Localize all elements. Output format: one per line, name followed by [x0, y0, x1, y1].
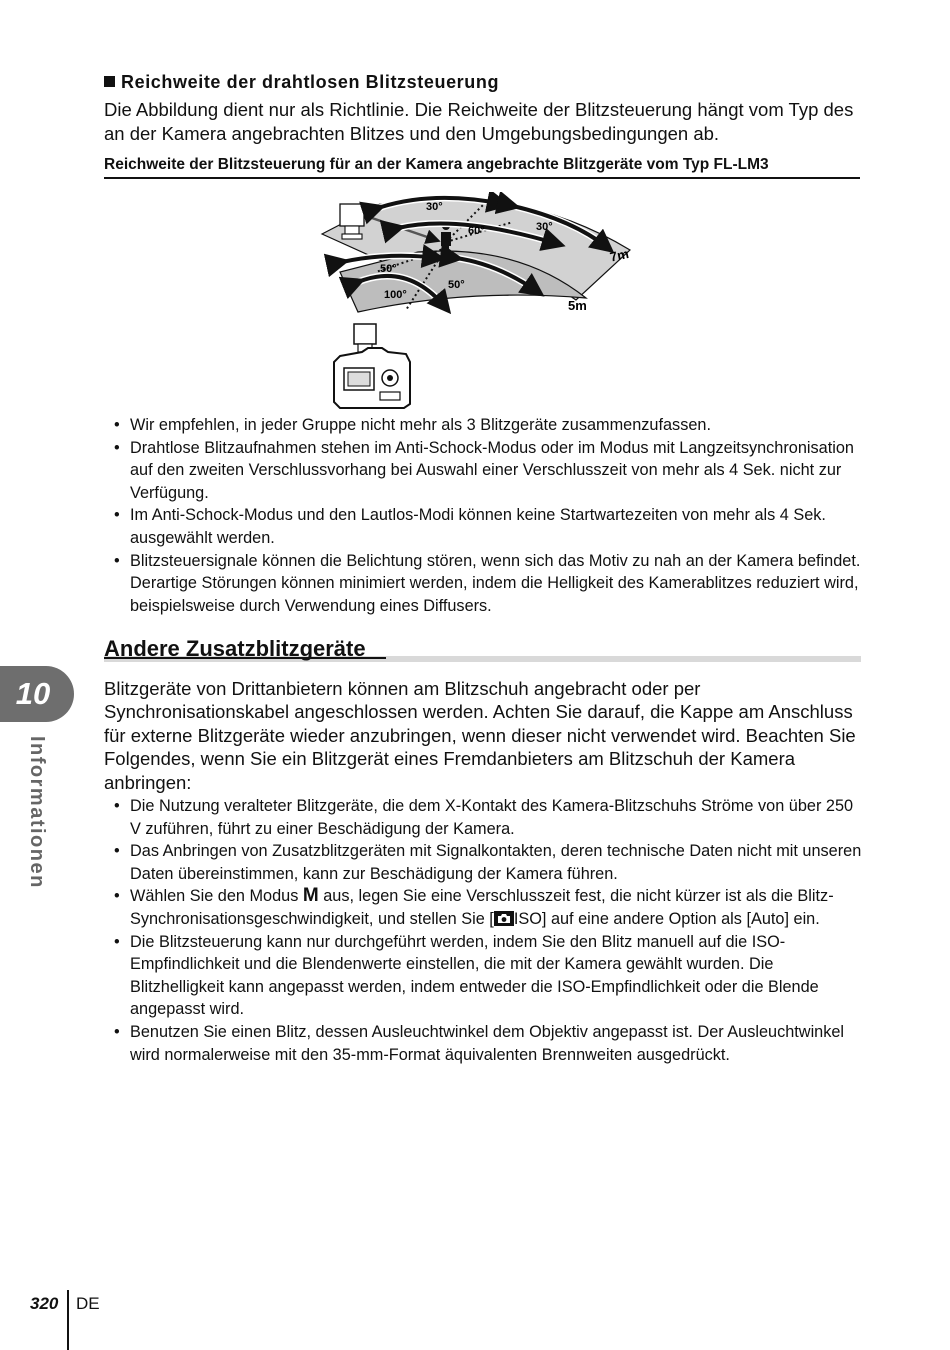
subsection-paragraph: Blitzgeräte von Drittanbietern können am Blitzschuh angebracht oder per Synchronisationskabel angeschlossen werden. Achten Sie darauf, die Kappe am Anschluss für externe Blitzgeräte wieder anzubringen, wenn dieser nicht verwendet wird. Beachten Sie Folgendes, wenn Sie ein Blitzgerät eines Fremdanbieters am Blitzschuh der Kamera anbringen: [104, 678, 856, 793]
list-item: • Drahtlose Blitzaufnahmen stehen im Anti-Schock-Modus oder im Modus mit Langzeitsynchronisation auf den zweiten Verschlussvorhang bei Auswahl einer Verschlusszeit von mehr als 4 Sek. nicht zur Verfügung. [104, 437, 864, 505]
list-item: • Blitzsteuersignale können die Belichtung stören, wenn sich das Motiv zu nah an der Kamera befindet. Derartige Störungen können minimiert werden, indem die Helligkeit des Kamerablitzes reduziert wird, beispielsweise durch Verwendung eines Diffusers. [104, 550, 864, 618]
notes-list [104, 414, 864, 617]
item-text-post: ] auf eine andere Option als [Auto] ein. [541, 909, 820, 928]
list-item: • Die Blitzsteuerung kann nur durchgeführt werden, indem Sie den Blitz manuell auf die ISO-Empfindlichkeit und die Blendenwerte einstellen, die mit der Kamera gewählt wurden. Die Blitzhelligkeit kann angepasst werden, indem entweder die ISO-Empfindlichkeit oder die Blende angepasst wird. [104, 931, 864, 1021]
angle-label: 60° [468, 225, 485, 237]
figure-title: Reichweite der Blitzsteuerung für an der Kamera angebrachte Blitzgeräte vom Typ FL-LM3 [104, 156, 860, 179]
section-title [104, 72, 499, 93]
flash-range-diagram [318, 192, 648, 414]
chapter-label-text: Informationen [26, 736, 48, 889]
angle-label: 50° [380, 263, 397, 275]
item-text-mid: aus, legen Sie eine Verschlusszeit fest, die nicht kürzer ist als die Blitz-Synchronisationsgeschwindigkeit, und stellen Sie [ [130, 887, 834, 928]
list-item: • Benutzen Sie einen Blitz, dessen Ausleuchtwinkel dem Objektiv angepasst ist. Der Ausleuchtwinkel wird normalerweise mit den 35-mm-Format äquivalenten Brennweiten ausgedrückt. [104, 1021, 864, 1066]
iso-setting: ISO [513, 909, 542, 928]
angle-label: 30° [536, 221, 553, 233]
footer-divider [67, 1290, 69, 1350]
wireless-flash-icon [340, 204, 364, 239]
third-party-flash-list [104, 795, 864, 1066]
angle-label: 50° [448, 279, 465, 291]
distance-label: 5m [568, 298, 587, 313]
angle-label: 100° [384, 289, 407, 301]
camera-mode-icon [494, 911, 514, 926]
chapter-label [12, 730, 52, 905]
angle-label: 30° [426, 201, 443, 213]
list-item [104, 885, 864, 930]
section-intro: Die Abbildung dient nur als Richtlinie. Die Reichweite der Blitzsteuerung hängt vom Typ des an der Kamera angebrachten Blitzes und den Umgebungsbedingungen ab. [104, 99, 854, 144]
section-title-text: Reichweite der drahtlosen Blitzsteuerung [121, 72, 500, 92]
page-number: 320 [30, 1294, 59, 1313]
distance-label: 7m [608, 245, 631, 265]
chapter-number: 10 [15, 676, 51, 711]
subsection-heading-text: Andere Zusatzblitzgeräte [104, 636, 366, 661]
camera-icon [334, 324, 410, 408]
mode-m-symbol: M [302, 885, 319, 907]
list-item: • Die Nutzung veralteter Blitzgeräte, die dem X-Kontakt des Kamera-Blitzschuhs Ströme von über 250 V zuführen, führt zu einer Beschädigung der Kamera. [104, 795, 864, 840]
square-bullet-icon [104, 76, 115, 87]
subsection-heading [104, 636, 861, 662]
page-language: DE [76, 1294, 100, 1313]
list-item: • Im Anti-Schock-Modus und den Lautlos-Modi können keine Startwartezeiten von mehr als 4 Sek. ausgewählt werden. [104, 504, 864, 549]
list-item: • Das Anbringen von Zusatzblitzgeräten mit Signalkontakten, deren technische Daten nicht mit unseren Daten übereinstimmen, kann zur Beschädigung der Kamera führen. [104, 840, 864, 885]
item-text-pre: Wählen Sie den Modus [130, 887, 303, 906]
list-item: • Wir empfehlen, in jeder Gruppe nicht mehr als 3 Blitzgeräte zusammenzufassen. [104, 414, 864, 437]
